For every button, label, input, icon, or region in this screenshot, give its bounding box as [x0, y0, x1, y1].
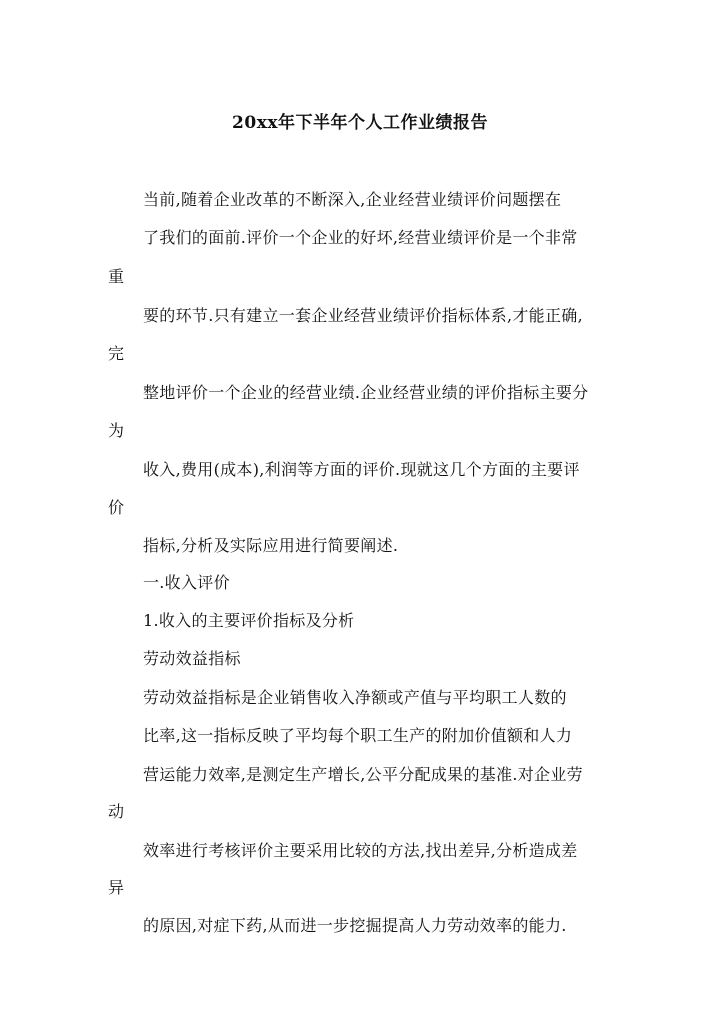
- paragraph-line-wrap: 完: [108, 344, 125, 363]
- paragraph-line: 劳动效益指标是企业销售收入净额或产值与平均职工人数的: [143, 688, 567, 707]
- paragraph-line: 营运能力效率,是测定生产增长,公平分配成果的基准.对企业劳: [143, 765, 583, 784]
- subsection-heading: 劳动效益指标: [143, 649, 241, 668]
- paragraph-line-wrap: 动: [108, 802, 125, 821]
- paragraph-line-wrap: 重: [108, 267, 125, 286]
- section-heading: 一.收入评价: [143, 573, 230, 592]
- paragraph-line: 指标,分析及实际应用进行简要阐述.: [143, 536, 399, 555]
- paragraph-line: 比率,这一指标反映了平均每个职工生产的附加价值额和人力: [143, 726, 573, 745]
- paragraph-line: 收入,费用(成本),利润等方面的评价.现就这几个方面的主要评: [143, 460, 580, 479]
- paragraph-line-wrap: 价: [108, 498, 125, 517]
- paragraph-line: 整地评价一个企业的经营业绩.企业经营业绩的评价指标主要分: [143, 383, 589, 402]
- paragraph-line: 的原因,对症下药,从而进一步挖掘提高人力劳动效率的能力.: [143, 916, 567, 935]
- paragraph-line-wrap: 异: [108, 878, 125, 897]
- paragraph-line: 要的环节.只有建立一套企业经营业绩评价指标体系,才能正确,: [143, 306, 583, 325]
- paragraph-line-wrap: 为: [108, 421, 125, 440]
- paragraph-line: 效率进行考核评价主要采用比较的方法,找出差异,分析造成差: [143, 841, 578, 860]
- paragraph-line: 当前,随着企业改革的不断深入,企业经营业绩评价问题摆在: [143, 190, 562, 209]
- subsection-heading: 1.收入的主要评价指标及分析: [143, 611, 355, 630]
- paragraph-line: 了我们的面前.评价一个企业的好坏,经营业绩评价是一个非常: [143, 228, 578, 247]
- document-title: 20xx年下半年个人工作业绩报告: [232, 113, 488, 133]
